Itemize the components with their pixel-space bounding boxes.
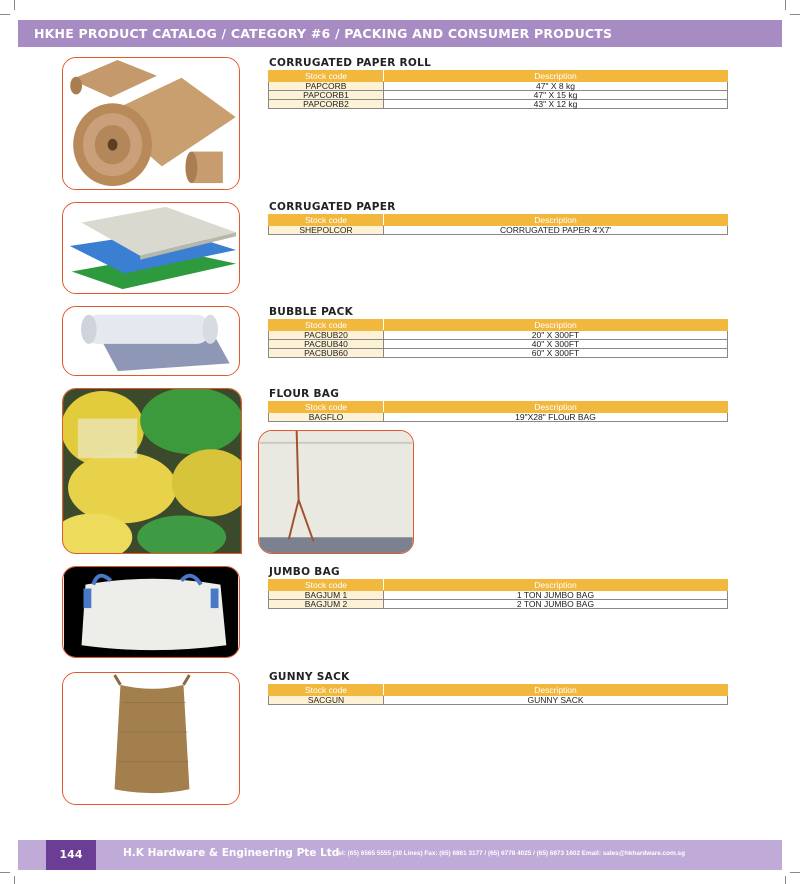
crop-mark [790, 14, 800, 15]
table-row [269, 413, 728, 422]
spec-table [268, 401, 728, 422]
stock-code-cell: PACBUB40 [269, 340, 384, 349]
stock-code-cell: SACGUN [269, 696, 384, 705]
flour-bags-photo [62, 388, 242, 554]
company-name: H.K Hardware & Engineering Pte Ltd [123, 847, 340, 859]
stock-code-cell: PACBUB60 [269, 349, 384, 358]
description-cell: CORRUGATED PAPER 4'X7' [384, 226, 728, 235]
table-row [269, 600, 728, 609]
header-band [18, 20, 782, 47]
description-header: Description [384, 402, 728, 413]
stock-code-cell: BAGFLO [269, 413, 384, 422]
spec-table [268, 319, 728, 358]
stock-code-cell: PAPCORB [269, 82, 384, 91]
product-title: JUMBO BAG [269, 566, 340, 578]
contact-info: Tel: (65) 6565 5555 (30 Lines) Fax: (65) 6861 3177 / (65) 6778 4025 / (65) 6873 1602 Email: sales@hkhardware.com.sg [335, 850, 685, 857]
description-cell: 40" X 300FT [384, 340, 728, 349]
stock-code-header: Stock code [269, 685, 384, 696]
table-row [269, 349, 728, 358]
description-cell: 19"X28" FLOuR BAG [384, 413, 728, 422]
stock-code-header: Stock code [269, 71, 384, 82]
product-title: FLOUR BAG [269, 388, 340, 400]
product-title: CORRUGATED PAPER ROLL [269, 57, 432, 69]
description-cell: 47" X 15 kg [384, 91, 728, 100]
crop-mark [0, 872, 10, 873]
stock-code-header: Stock code [269, 215, 384, 226]
corrugated-paper-sheets-photo [62, 202, 240, 294]
description-cell: 2 TON JUMBO BAG [384, 600, 728, 609]
table-row [269, 226, 728, 235]
flour-bag-closeup-photo [258, 430, 414, 554]
page-number: 144 [59, 848, 83, 861]
spec-table [268, 684, 728, 705]
description-header: Description [384, 580, 728, 591]
description-cell: 1 TON JUMBO BAG [384, 591, 728, 600]
table-row [269, 100, 728, 109]
stock-code-cell: PAPCORB1 [269, 91, 384, 100]
product-title: CORRUGATED PAPER [269, 201, 396, 213]
stock-code-cell: PACBUB20 [269, 331, 384, 340]
corrugated-paper-roll-photo [62, 57, 240, 190]
product-title: GUNNY SACK [269, 671, 350, 683]
description-header: Description [384, 685, 728, 696]
stock-code-cell: SHEPOLCOR [269, 226, 384, 235]
stock-code-cell: BAGJUM 1 [269, 591, 384, 600]
crop-mark [0, 14, 10, 15]
jumbo-bag-photo [62, 566, 240, 658]
table-row [269, 696, 728, 705]
crop-mark [14, 0, 15, 10]
product-title: BUBBLE PACK [269, 306, 354, 318]
description-header: Description [384, 71, 728, 82]
page-title: HKHE PRODUCT CATALOG / CATEGORY #6 / PACKING AND CONSUMER PRODUCTS [34, 26, 613, 41]
stock-code-cell: BAGJUM 2 [269, 600, 384, 609]
bubble-pack-roll-photo [62, 306, 240, 376]
stock-code-cell: PAPCORB2 [269, 100, 384, 109]
crop-mark [785, 0, 786, 10]
crop-mark [790, 872, 800, 873]
spec-table [268, 70, 728, 109]
description-cell: GUNNY SACK [384, 696, 728, 705]
description-cell: 47" X 8 kg [384, 82, 728, 91]
page-number-box [46, 840, 96, 870]
description-header: Description [384, 320, 728, 331]
gunny-sack-photo [62, 672, 240, 805]
stock-code-header: Stock code [269, 580, 384, 591]
description-header: Description [384, 215, 728, 226]
spec-table [268, 214, 728, 235]
description-cell: 43" X 12 kg [384, 100, 728, 109]
crop-mark [785, 876, 786, 884]
stock-code-header: Stock code [269, 320, 384, 331]
stock-code-header: Stock code [269, 402, 384, 413]
spec-table [268, 579, 728, 609]
description-cell: 20" X 300FT [384, 331, 728, 340]
crop-mark [14, 876, 15, 884]
description-cell: 60" X 300FT [384, 349, 728, 358]
